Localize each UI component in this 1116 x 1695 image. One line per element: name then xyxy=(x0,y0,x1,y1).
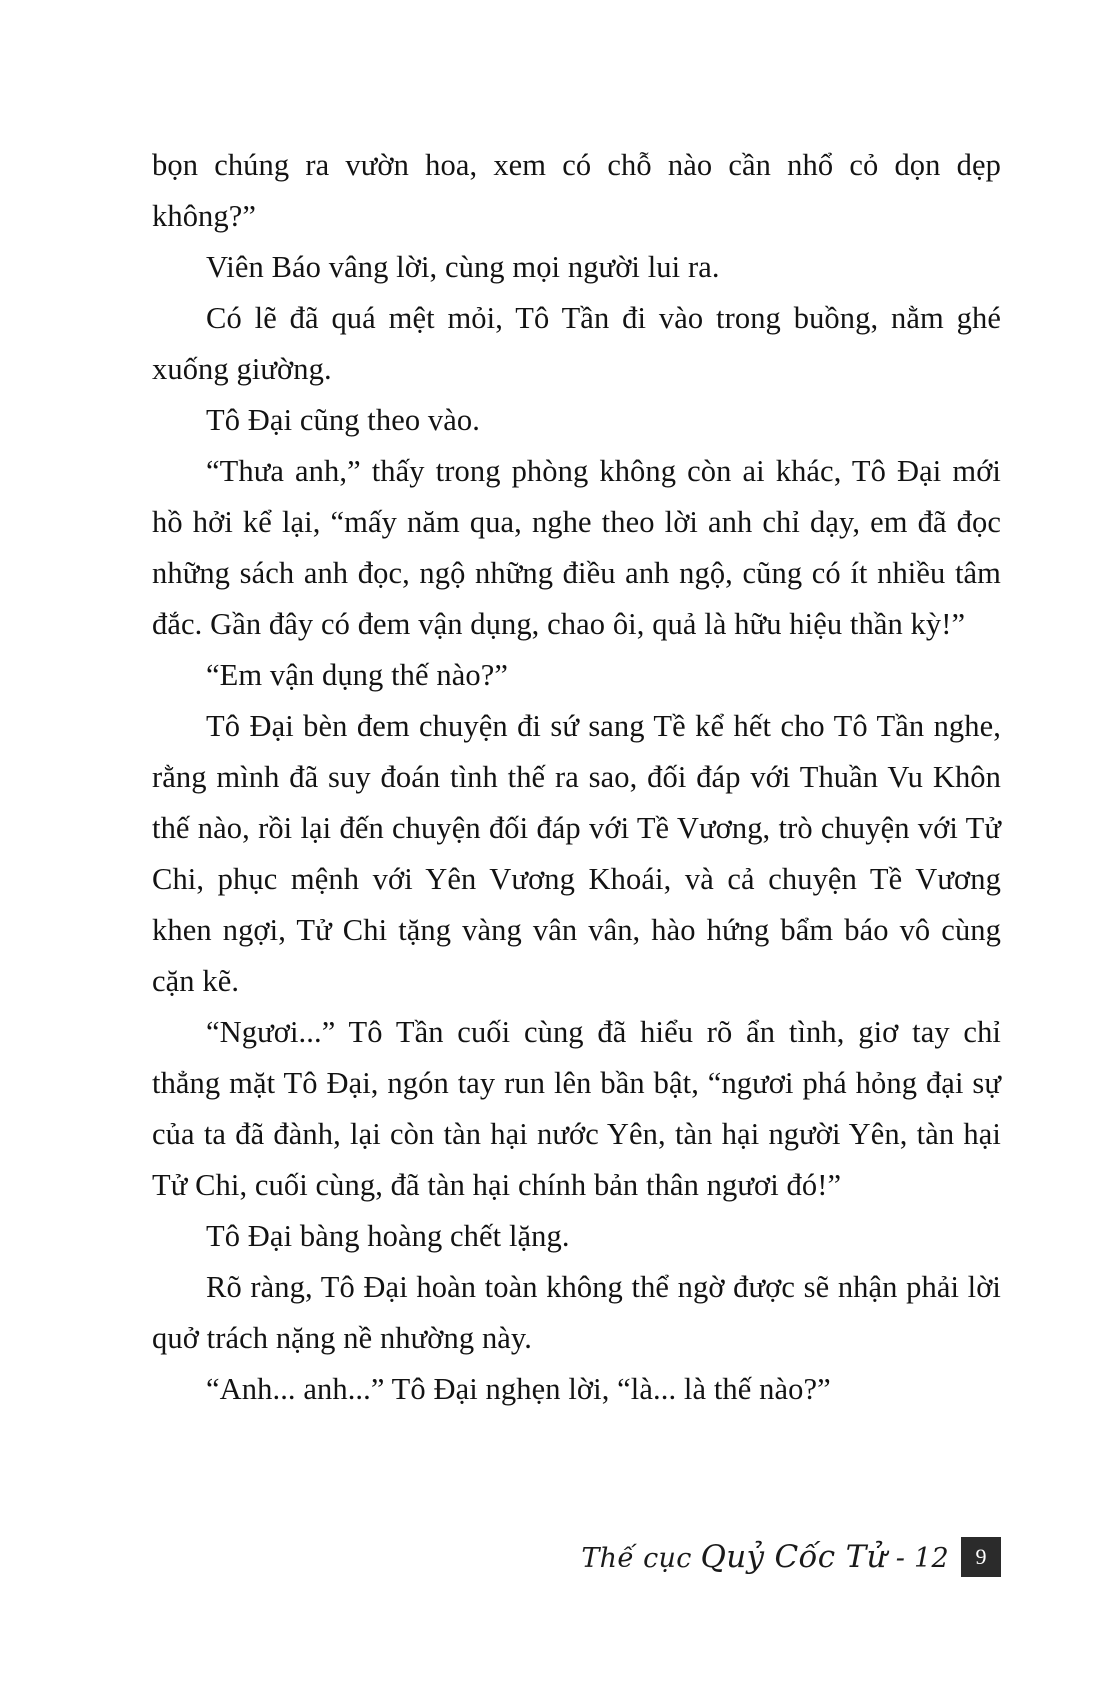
paragraph: “Thưa anh,” thấy trong phòng không còn ai khác, Tô Đại mới hồ hởi kể lại, “mấy năm qua, nghe theo lời anh chỉ dạy, em đã đọc những sách anh đọc, ngộ những điều anh ngộ, cũng có ít nhiều tâm đắc. Gần đây có đem vận dụng, chao ôi, quả là hữu hiệu thần kỳ!” xyxy=(152,454,1001,641)
paragraph: Rõ ràng, Tô Đại hoàn toàn không thể ngờ được sẽ nhận phải lời quở trách nặng nề nhường này. xyxy=(152,1270,1001,1355)
paragraph: Tô Đại bèn đem chuyện đi sứ sang Tề kể hết cho Tô Tần nghe, rằng mình đã suy đoán tình thế ra sao, đối đáp với Thuần Vu Khôn thế nào, rồi lại đến chuyện đối đáp với Tề Vương, trò chuyện với Tử Chi, phục mệnh với Yên Vương Khoái, và cả chuyện Tề Vương khen ngợi, Tử Chi tặng vàng vân vân, hào hứng bẩm báo vô cùng cặn kẽ. xyxy=(152,709,1001,998)
footer-title-part2: Quỷ Cốc Tử xyxy=(700,1539,887,1575)
paragraph: “Anh... anh...” Tô Đại nghẹn lời, “là... là thế nào?” xyxy=(206,1372,831,1406)
paragraph: “Ngươi...” Tô Tần cuối cùng đã hiểu rõ ẩn tình, giơ tay chỉ thẳng mặt Tô Đại, ngón tay run lên bần bật, “ngươi phá hỏng đại sự của ta đã đành, lại còn tàn hại nước Yên, tàn hại người Yên, tàn hại Tử Chi, cuối cùng, đã tàn hại chính bản thân ngươi đó!” xyxy=(152,1015,1001,1202)
page-footer xyxy=(152,1537,1001,1577)
paragraph: Tô Đại bàng hoàng chết lặng. xyxy=(206,1219,570,1253)
paragraph: bọn chúng ra vườn hoa, xem có chỗ nào cần nhổ cỏ dọn dẹp không?” xyxy=(152,148,1001,233)
footer-title-part3: - 12 xyxy=(886,1543,949,1574)
page-body xyxy=(152,140,1001,1415)
paragraph: “Em vận dụng thế nào?” xyxy=(206,658,509,692)
page-number: 9 xyxy=(961,1537,1001,1577)
paragraph: Viên Báo vâng lời, cùng mọi người lui ra. xyxy=(206,250,720,284)
paragraph: Tô Đại cũng theo vào. xyxy=(206,403,480,437)
paragraph: Có lẽ đã quá mệt mỏi, Tô Tần đi vào trong buồng, nằm ghé xuống giường. xyxy=(152,301,1001,386)
footer-title-part1: Thế cục xyxy=(581,1543,701,1574)
footer-book-title xyxy=(581,1539,949,1575)
